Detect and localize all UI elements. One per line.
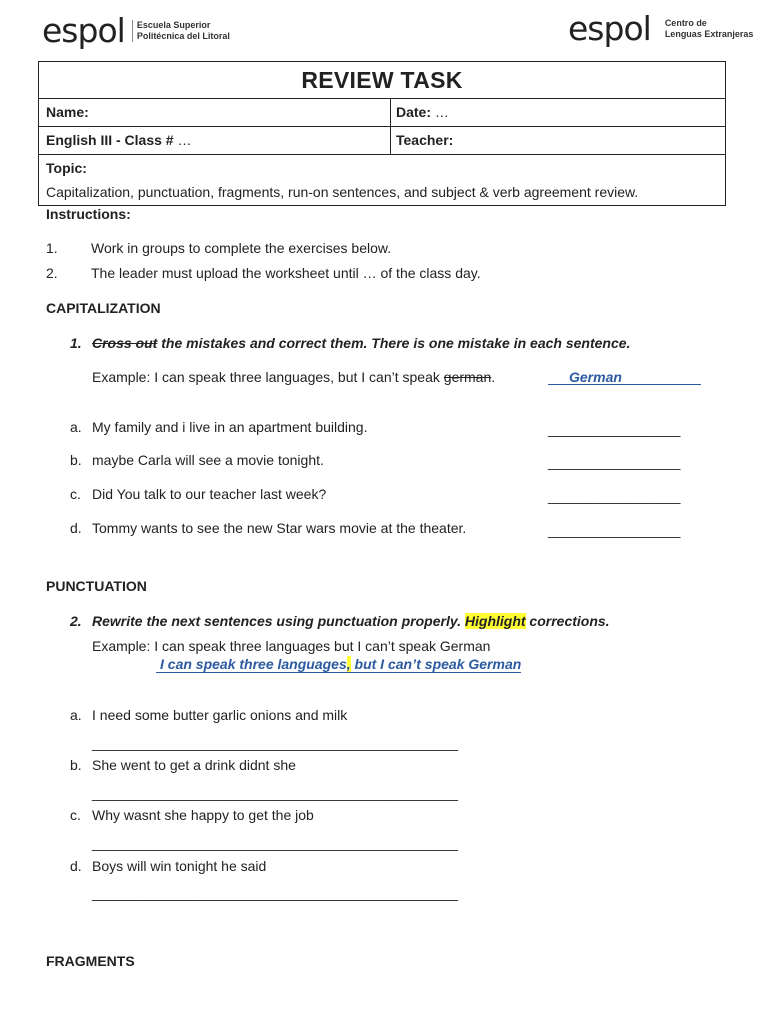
answer-line[interactable]: _______________________________________________ — [92, 885, 458, 901]
answer-line[interactable]: _______________________________________________ — [92, 785, 458, 801]
item-letter: a. — [70, 707, 82, 723]
instruction-item — [46, 240, 58, 256]
espol-logo-right — [568, 9, 754, 48]
cross-out-word: Cross out — [92, 335, 158, 351]
instruction-num: 2. — [46, 265, 58, 281]
item-letter: a. — [70, 419, 82, 435]
task-instruction: Rewrite the next sentences using punctuation properly. Highlight corrections. — [92, 613, 610, 629]
item-text: Why wasnt she happy to get the job — [92, 807, 314, 823]
item-text: I need some butter garlic onions and milk — [92, 707, 348, 723]
section-heading-capitalization: CAPITALIZATION — [46, 300, 161, 316]
item-text: She went to get a drink didnt she — [92, 757, 296, 773]
item-letter: b. — [70, 452, 82, 468]
topic-cell — [39, 155, 725, 205]
section-heading-fragments: FRAGMENTS — [46, 953, 135, 969]
page-title: REVIEW TASK — [39, 62, 725, 99]
date-cell — [391, 99, 725, 126]
name-label: Name: — [39, 99, 391, 126]
item-text: Did You talk to our teacher last week? — [92, 486, 327, 502]
answer-line[interactable]: _______________________________________________ — [92, 735, 458, 751]
example-answer: German — [548, 369, 701, 385]
logo-subtitle: Centro de Lenguas Extranjeras — [664, 17, 754, 39]
topic-text: Capitalization, punctuation, fragments, run-on sentences, and subject & verb agreement review. — [46, 184, 639, 200]
instruction-num: 1. — [46, 240, 58, 256]
answer-blank[interactable]: _________________ — [548, 421, 681, 437]
course-value: … — [173, 132, 192, 148]
item-text: maybe Carla will see a movie tonight. — [92, 452, 324, 468]
item-letter: d. — [70, 858, 82, 874]
course-cell — [39, 127, 391, 154]
item-text: Tommy wants to see the new Star wars movie at the theater. — [92, 520, 467, 536]
task-instruction: Cross out the mistakes and correct them. There is one mistake in each sentence. — [92, 335, 631, 351]
logo-wordmark: espol — [42, 11, 125, 50]
task-number: 2. — [70, 613, 82, 629]
logo-wordmark: espol — [568, 9, 651, 48]
header-row-course-teacher — [39, 127, 725, 155]
answer-blank[interactable]: _________________ — [548, 488, 681, 504]
item-letter: b. — [70, 757, 82, 773]
highlight-word: Highlight — [464, 613, 526, 629]
task-number: 1. — [70, 335, 82, 351]
header-table — [38, 61, 726, 206]
item-letter: c. — [70, 807, 81, 823]
item-text: My family and i live in an apartment building. — [92, 419, 368, 435]
item-letter: d. — [70, 520, 82, 536]
highlighted-comma: , — [346, 656, 351, 672]
header-row-name-date — [39, 99, 725, 127]
section-heading-punctuation: PUNCTUATION — [46, 578, 147, 594]
espol-logo-left — [42, 11, 230, 50]
teacher-label: Teacher: — [396, 132, 454, 148]
course-label: English III - Class # — [46, 132, 174, 148]
date-label: Date: — [396, 104, 432, 120]
struck-word: german — [443, 369, 492, 385]
answer-blank[interactable]: _________________ — [548, 454, 681, 470]
logo-subtitle: Escuela Superior Politécnica del Litoral — [132, 20, 230, 42]
example-answer: I can speak three languages, but I can’t speak German — [156, 656, 521, 673]
instruction-item — [46, 265, 58, 281]
instruction-text: The leader must upload the worksheet until … of the class day. — [91, 265, 481, 281]
instruction-text: Work in groups to complete the exercises below. — [91, 240, 392, 256]
instructions-label: Instructions: — [46, 206, 131, 222]
answer-line[interactable]: _______________________________________________ — [92, 835, 458, 851]
item-text: Boys will win tonight he said — [92, 858, 267, 874]
date-value: … — [431, 104, 449, 120]
example-sentence: Example: I can speak three languages but I can’t speak German — [92, 638, 491, 654]
topic-label: Topic: — [46, 160, 87, 176]
item-letter: c. — [70, 486, 81, 502]
example-sentence: Example: I can speak three languages, but I can’t speak german. — [92, 369, 496, 385]
answer-blank[interactable]: _________________ — [548, 522, 681, 538]
